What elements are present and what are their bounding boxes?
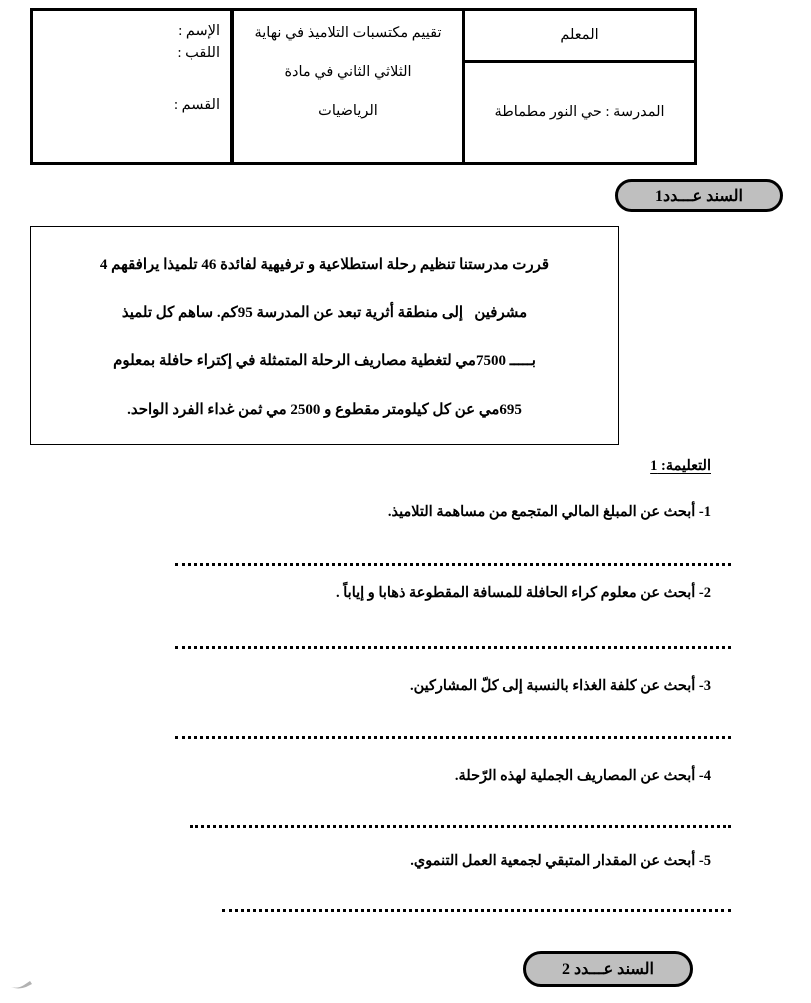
- student-name-field[interactable]: الإسم :: [178, 23, 220, 39]
- student-surname-field[interactable]: اللقب :: [177, 44, 220, 61]
- statement-line-3: بـــــ 7500مي لتغطية مصاريف الرحلة المتمثلة في إكتراء حافلة بمعلوم: [113, 353, 536, 370]
- answer-line-1[interactable]: [175, 560, 731, 566]
- teacher-label: المعلم: [560, 27, 599, 43]
- question-5: 5- أبحث عن المقدار المتبقي لجمعية العمل التنموي.: [410, 853, 711, 869]
- header-table: [30, 8, 697, 165]
- assessment-title-line-1: تقييم مكتسبات التلاميذ في نهاية: [254, 25, 442, 41]
- field-spacer: [39, 65, 224, 95]
- question-4: 4- أبحث عن المصاريف الجملية لهذه الرّحلة.: [454, 768, 711, 784]
- instruction-heading: التعليمة: 1: [650, 458, 711, 474]
- question-2: 2- أبحث عن معلوم كراء الحافلة للمسافة المقطوعة ذهابا و إياباً .: [336, 585, 711, 601]
- answer-line-4[interactable]: [190, 822, 731, 828]
- document-badge-1: [615, 179, 783, 212]
- statement-line-2: مشرفين إلى منطقة أثرية تبعد عن المدرسة 95كم. ساهم كل تلميذ: [121, 305, 528, 322]
- answer-line-2[interactable]: [175, 643, 731, 649]
- answer-line-5[interactable]: [222, 906, 731, 912]
- assessment-title-line-2: الثلاثي الثاني في مادة: [284, 64, 412, 81]
- student-class-field[interactable]: القسم :: [173, 96, 220, 113]
- question-3: 3- أبحث عن كلفة الغذاء بالنسبة إلى كلّ المشاركين.: [409, 678, 711, 694]
- statement-line-1: قررت مدرستنا تنظيم رحلة استطلاعية و ترفيهية لفائدة 46 تلميذا يرافقهم 4: [99, 256, 550, 273]
- document-badge-2: [523, 951, 693, 987]
- assessment-title-line-3: الرياضيات: [318, 103, 378, 120]
- header-teacher-cell: [465, 11, 694, 63]
- header-school-column: [462, 11, 694, 162]
- header-school-cell: [465, 63, 694, 162]
- problem-statement-box: [30, 226, 619, 445]
- header-title-column: [230, 11, 462, 162]
- statement-line-4: 695مي عن كل كيلومتر مقطوع و 2500 مي ثمن غداء الفرد الواحد.: [127, 401, 522, 418]
- school-label: المدرسة : حي النور مطماطة: [494, 104, 665, 120]
- document-badge-2-label: السند عـــدد 2: [562, 961, 654, 978]
- question-1: 1- أبحث عن المبلغ المالي المتجمع من مساهمة التلاميذ.: [387, 504, 711, 520]
- document-badge-1-label: السند عـــدد1: [655, 187, 743, 205]
- scan-artifact-mark: [10, 978, 40, 990]
- header-student-fields-column: [33, 11, 230, 162]
- answer-line-3[interactable]: [175, 733, 731, 739]
